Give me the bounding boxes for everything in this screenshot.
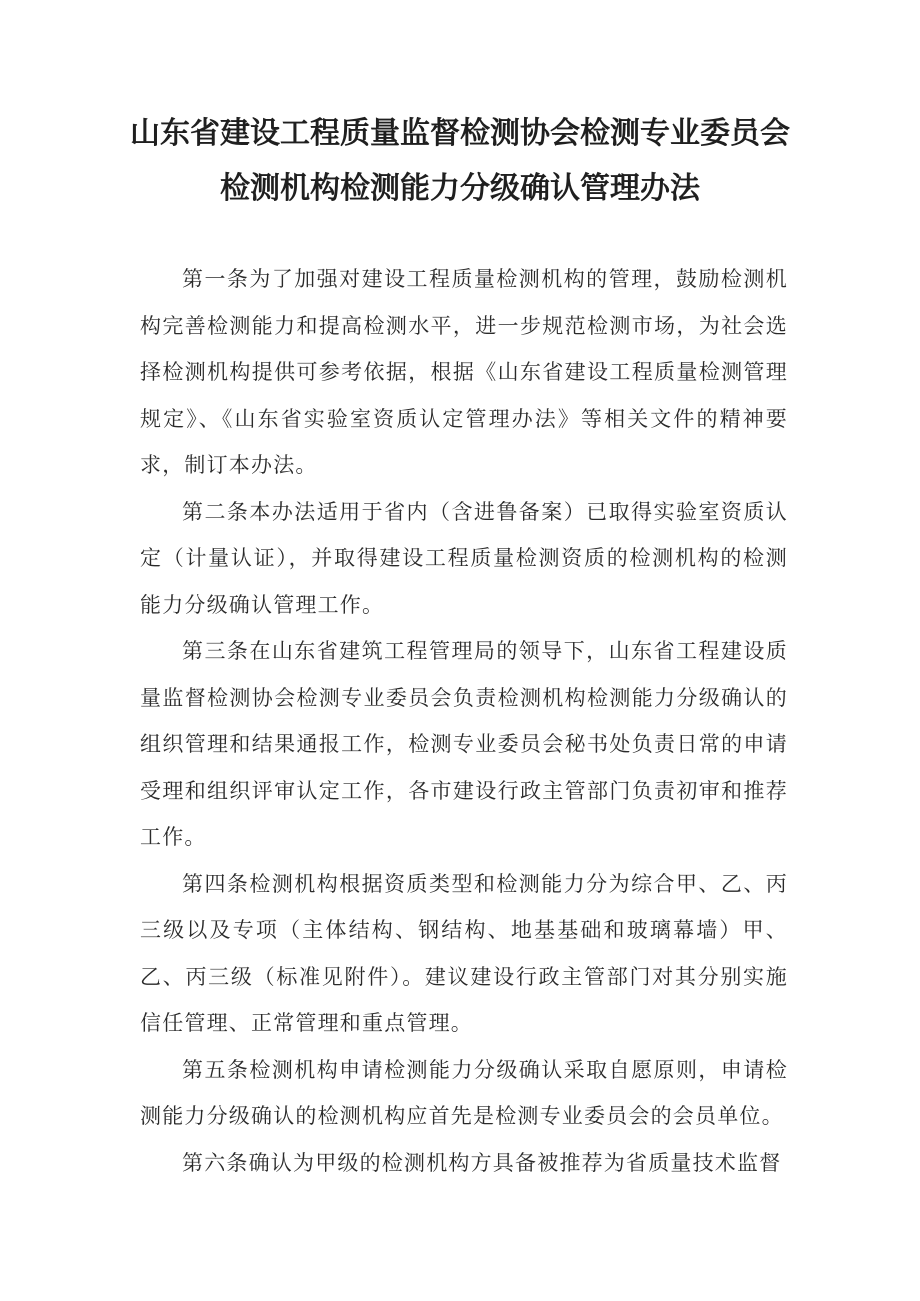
article-4-paragraph: 第四条检测机构根据资质类型和检测能力分为综合甲、乙、丙三级以及专项（主体结构、钢结构、地基基础和玻璃幕墙）甲、乙、丙三级（标准见附件）。建议建设行政主管部门对其分别实施信任管理、正常管理和重点管理。 <box>140 871 788 1035</box>
article-1-paragraph: 第一条为了加强对建设工程质量检测机构的管理，鼓励检测机构完善检测能力和提高检测水平，进一步规范检测市场，为社会选择检测机构提供可参考依据，根据《山东省建设工程质量检测管理规定》、《山东省实验室资质认定管理办法》等相关文件的精神要求，制订本办法。 <box>140 267 788 477</box>
article-3-paragraph: 第三条在山东省建筑工程管理局的领导下，山东省工程建设质量监督检测协会检测专业委员会负责检测机构检测能力分级确认的组织管理和结果通报工作，检测专业委员会秘书处负责日常的申请受理和组织评审认定工作，各市建设行政主管部门负责初审和推荐工作。 <box>140 639 788 849</box>
article-6-paragraph: 第六条确认为甲级的检测机构方具备被推荐为省质量技术监督 <box>182 1150 782 1175</box>
article-2-paragraph: 第二条本办法适用于省内（含进鲁备案）已取得实验室资质认定（计量认证），并取得建设工程质量检测资质的检测机构的检测能力分级确认管理工作。 <box>140 499 788 617</box>
document-title-line-1: 山东省建设工程质量监督检测协会检测专业委员会 <box>130 116 790 151</box>
document-title-line-2: 检测机构检测能力分级确认管理办法 <box>220 171 700 206</box>
document-body <box>140 256 788 1186</box>
article-5-paragraph: 第五条检测机构申请检测能力分级确认采取自愿原则，申请检测能力分级确认的检测机构应首先是检测专业委员会的会员单位。 <box>140 1057 788 1128</box>
